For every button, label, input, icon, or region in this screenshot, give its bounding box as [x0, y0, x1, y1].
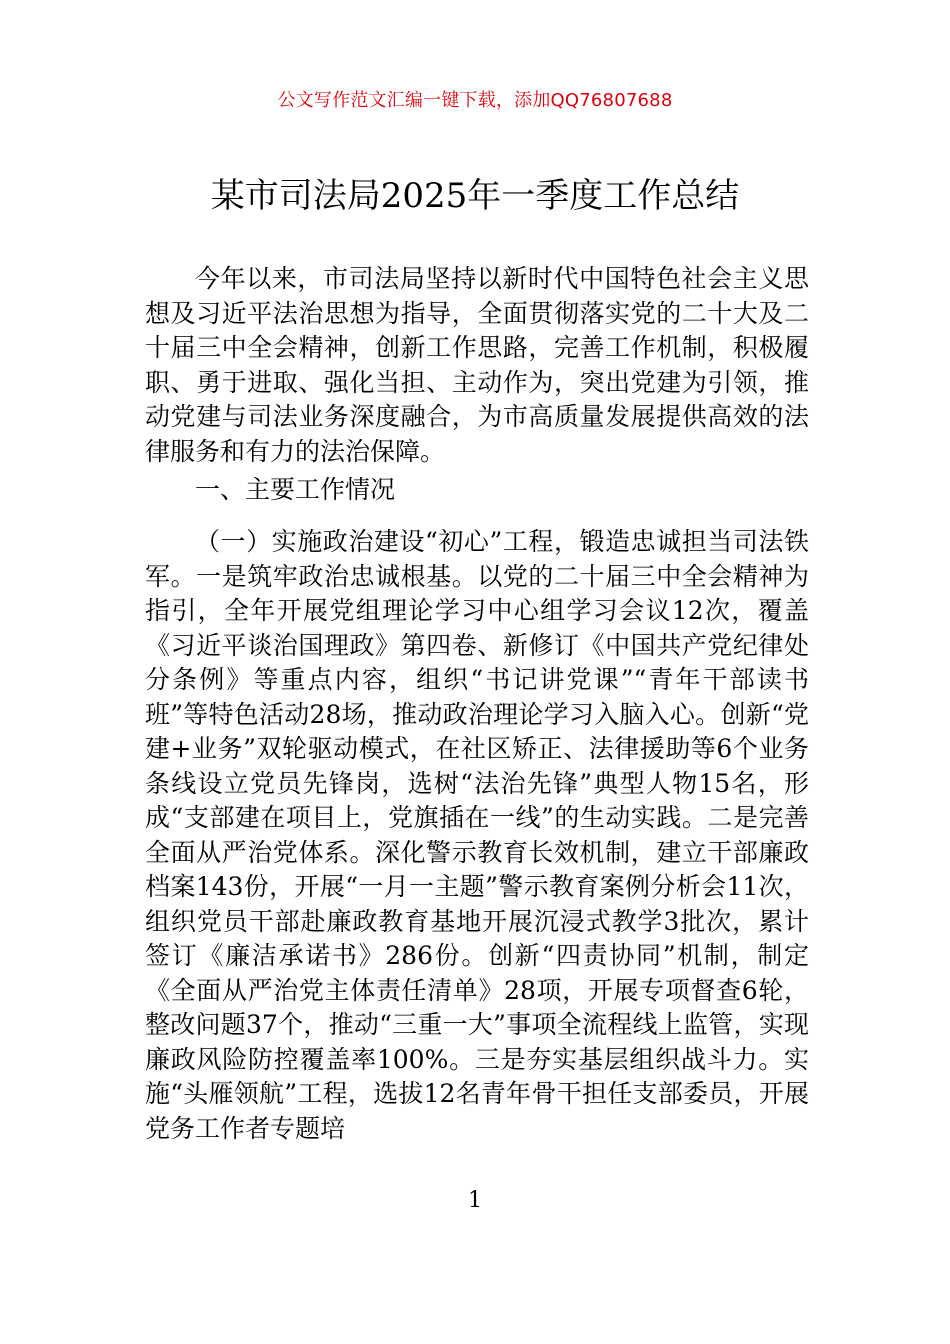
section-paragraph-political-building: （一）实施政治建设“初心”工程，锻造忠诚担当司法铁军。一是筑牢政治忠诚根基。以党的二十届三中全会精神为指引，全年开展党组理论学习中心组学习会议12次，覆盖《习近平谈治国理政》第四卷、新修订《中国共产党纪律处分条例》等重点内容，组织“书记讲党课”“青年干部读书班”等特色活动28场，推动政治理论学习入脑入心。创新“党建+业务”双轮驱动模式，在社区矫正、法律援助等6个业务条线设立党员先锋岗，选树“法治先锋”典型人物15名，形成“支部建在项目上，党旗插在一线”的生动实践。二是完善全面从严治党体系。深化警示教育长效机制，建立干部廉政档案143份，开展“一月一主题”警示教育案例分析会11次，组织党员干部赴廉政教育基地开展沉浸式教学3批次，累计签订《廉洁承诺书》286份。创新“四责协同”机制，制定《全面从严治党主体责任清单》28项，开展专项督查6轮，整改问题37个，推动“三重一大”事项全流程线上监管，实现廉政风险防控覆盖率100%。三是夯实基层组织战斗力。实施“头雁领航”工程，选拔12名青年骨干担任支部委员，开展党务工作者专题培: [145, 527, 809, 1143]
section-heading-main-work: 一、主要工作情况: [195, 475, 396, 504]
document-title: 某市司法局2025年一季度工作总结: [210, 176, 740, 216]
intro-paragraph: 今年以来，市司法局坚持以新时代中国特色社会主义思想及习近平法治思想为指导，全面贯彻落实党的二十大及二十届三中全会精神，创新工作思路，完善工作机制，积极履职、勇于进取、强化当担、主动作为，突出党建为引领，推动党建与司法业务深度融合，为市高质量发展提供高效的法律服务和有力的法治保障。: [145, 264, 809, 466]
download-notice: 公文写作范文汇编一键下载，添加QQ76807688: [277, 90, 673, 111]
page-number: 1: [468, 1188, 482, 1213]
